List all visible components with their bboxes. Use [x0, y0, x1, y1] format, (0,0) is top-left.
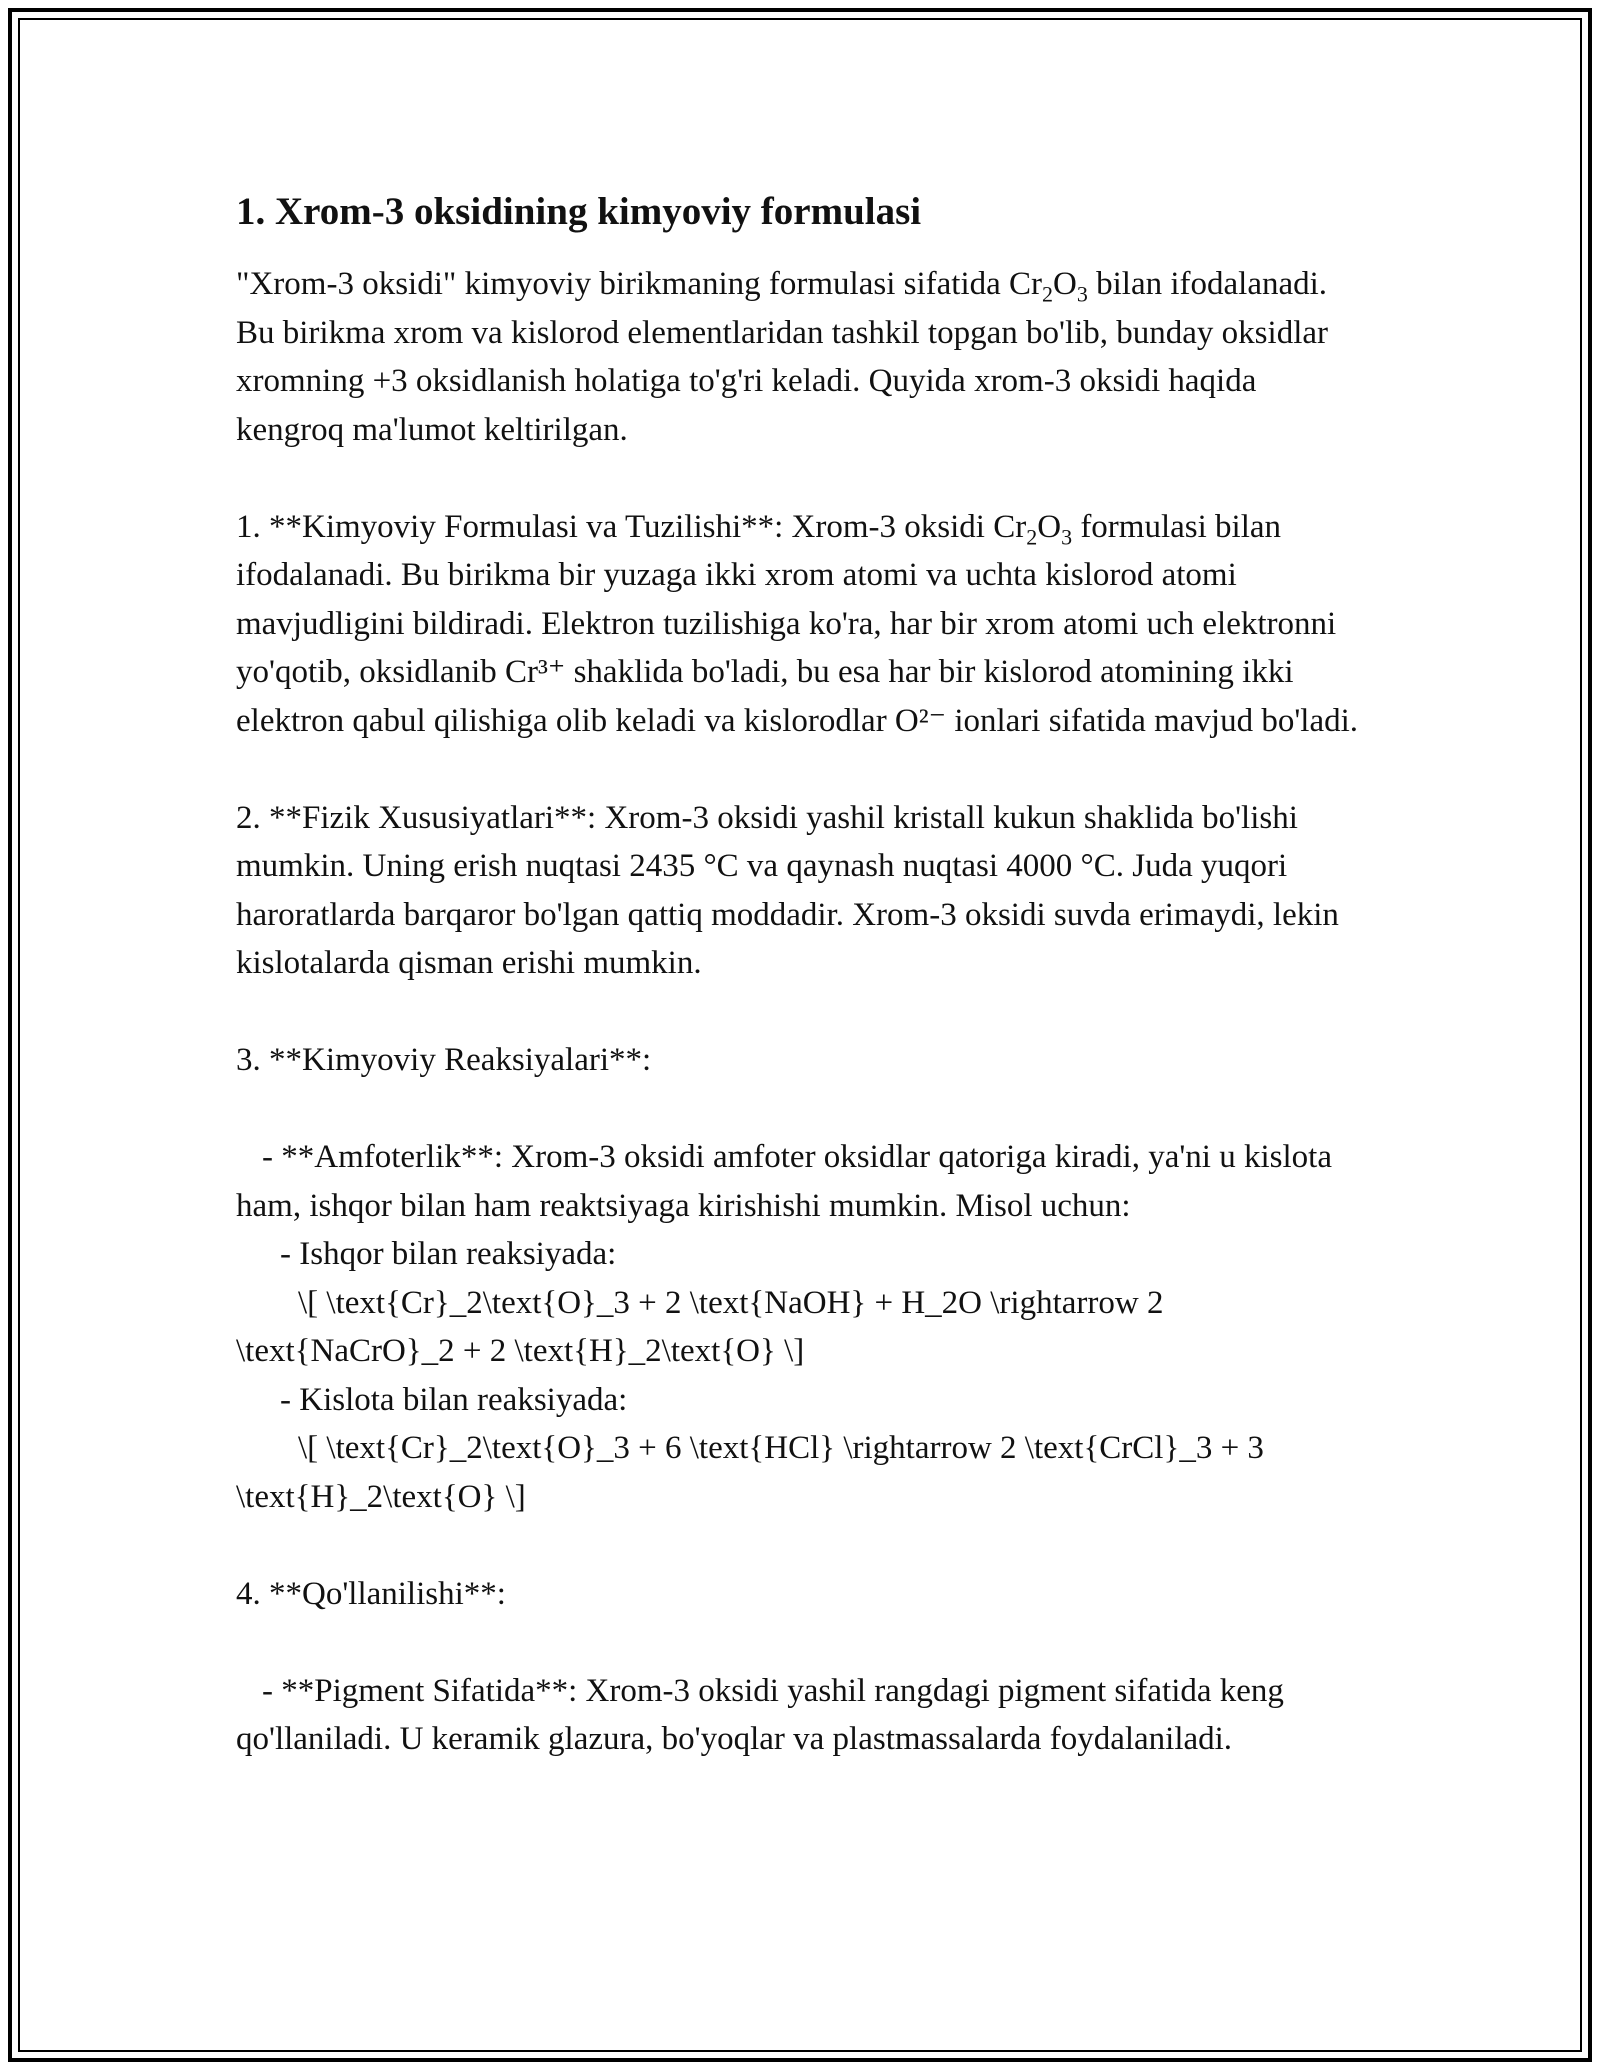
acid-reaction-label	[236, 1376, 1366, 1425]
intro-text-c: bilan ifodalanadi. Bu birikma xrom va kislorod elementlaridan tashkil topgan bo'lib, bunday oksidlar xromning +3 oksidlanish holatiga to'g'ri keladi. Quyida xrom-3 oksidi haqida kengroq ma'lumot keltirilgan.	[236, 266, 1328, 448]
intro-paragraph	[236, 260, 1366, 454]
base-reaction-label-text: - Ishqor bilan reaksiyada:	[280, 1236, 617, 1272]
section-3-heading: 3. **Kimyoviy Reaksiyalari**:	[236, 1042, 652, 1078]
section-1-paragraph	[236, 503, 1366, 746]
document-body	[236, 184, 1366, 1764]
intro-subscript-3: 3	[1076, 281, 1088, 307]
base-reaction-label	[236, 1230, 1366, 1279]
section-4-heading: 4. **Qo'llanilishi**:	[236, 1575, 506, 1612]
section-1-text-c: formulasi bilan ifodalanadi. Bu birikma bir yuzaga ikki xrom atomi va uchta kislorod atomi mavjudligini bildiradi. Elektron tuzilishiga ko'ra, har bir xrom atomi uch elektronni yo'qotib, oksidlanib Cr³⁺ shaklida bo'ladi, bu esa har bir kislorod atomining ikki elektron qabul qilishiga olib keladi va kislorodlar O²⁻ ionlari sifatida mavjud bo'ladi.	[236, 508, 1359, 739]
section-2-paragraph: 2. **Fizik Xususiyatlari**: Xrom-3 oksidi yashil kristall kukun shaklida bo'lishi mumkin. Uning erish nuqtasi 2435 °C va qaynash nuqtasi 4000 °C. Juda yuqori haroratlarda barqaror bo'lgan qattiq moddadir. Xrom-3 oksidi suvda erimaydi, lekin kislotalarda qisman erishi mumkin.	[236, 799, 1339, 981]
intro-text-b: O	[1053, 266, 1077, 302]
section-4-pigment	[236, 1667, 1366, 1764]
amphoteric-text: - **Amfoterlik**: Xrom-3 oksidi amfoter oksidlar qatoriga kiradi, ya'ni u kislota ham, ishqor bilan ham reaktsiyaga kirishishi mumkin. Misol uchun:	[236, 1139, 1332, 1224]
section-1-text-b: O	[1037, 508, 1062, 545]
section-1-subscript-3: 3	[1061, 524, 1073, 550]
base-reaction-equation-text: \[ \text{Cr}_2\text{O}_3 + 2 \text{NaOH} + H_2O \rightarrow 2 \text{NaCrO}_2 + 2 \text{H}_2\text{O} \]	[236, 1284, 1164, 1369]
base-reaction-equation	[236, 1279, 1366, 1376]
section-1-subscript-2: 2	[1026, 524, 1038, 550]
pigment-text: - **Pigment Sifatida**: Xrom-3 oksidi yashil rangdagi pigment sifatida keng qo'llaniladi. U keramik glazura, bo'yoqlar va plastmassalarda foydalaniladi.	[236, 1672, 1284, 1757]
intro-text-a: "Xrom-3 oksidi" kimyoviy birikmaning formulasi sifatida Cr	[236, 266, 1043, 302]
section-1-text-a: 1. **Kimyoviy Formulasi va Tuzilishi**: Xrom-3 oksidi Cr	[236, 508, 1027, 545]
page-title: 1. Xrom-3 oksidining kimyoviy formulasi	[236, 190, 922, 233]
acid-reaction-equation	[236, 1424, 1366, 1521]
acid-reaction-label-text: - Kislota bilan reaksiyada:	[280, 1381, 628, 1418]
intro-subscript-2: 2	[1042, 281, 1054, 307]
section-3-amphoteric	[236, 1133, 1366, 1230]
acid-reaction-equation-text: \[ \text{Cr}_2\text{O}_3 + 6 \text{HCl} \rightarrow 2 \text{CrCl}_3 + 3 \text{H}_2\text{O} \]	[236, 1430, 1264, 1515]
